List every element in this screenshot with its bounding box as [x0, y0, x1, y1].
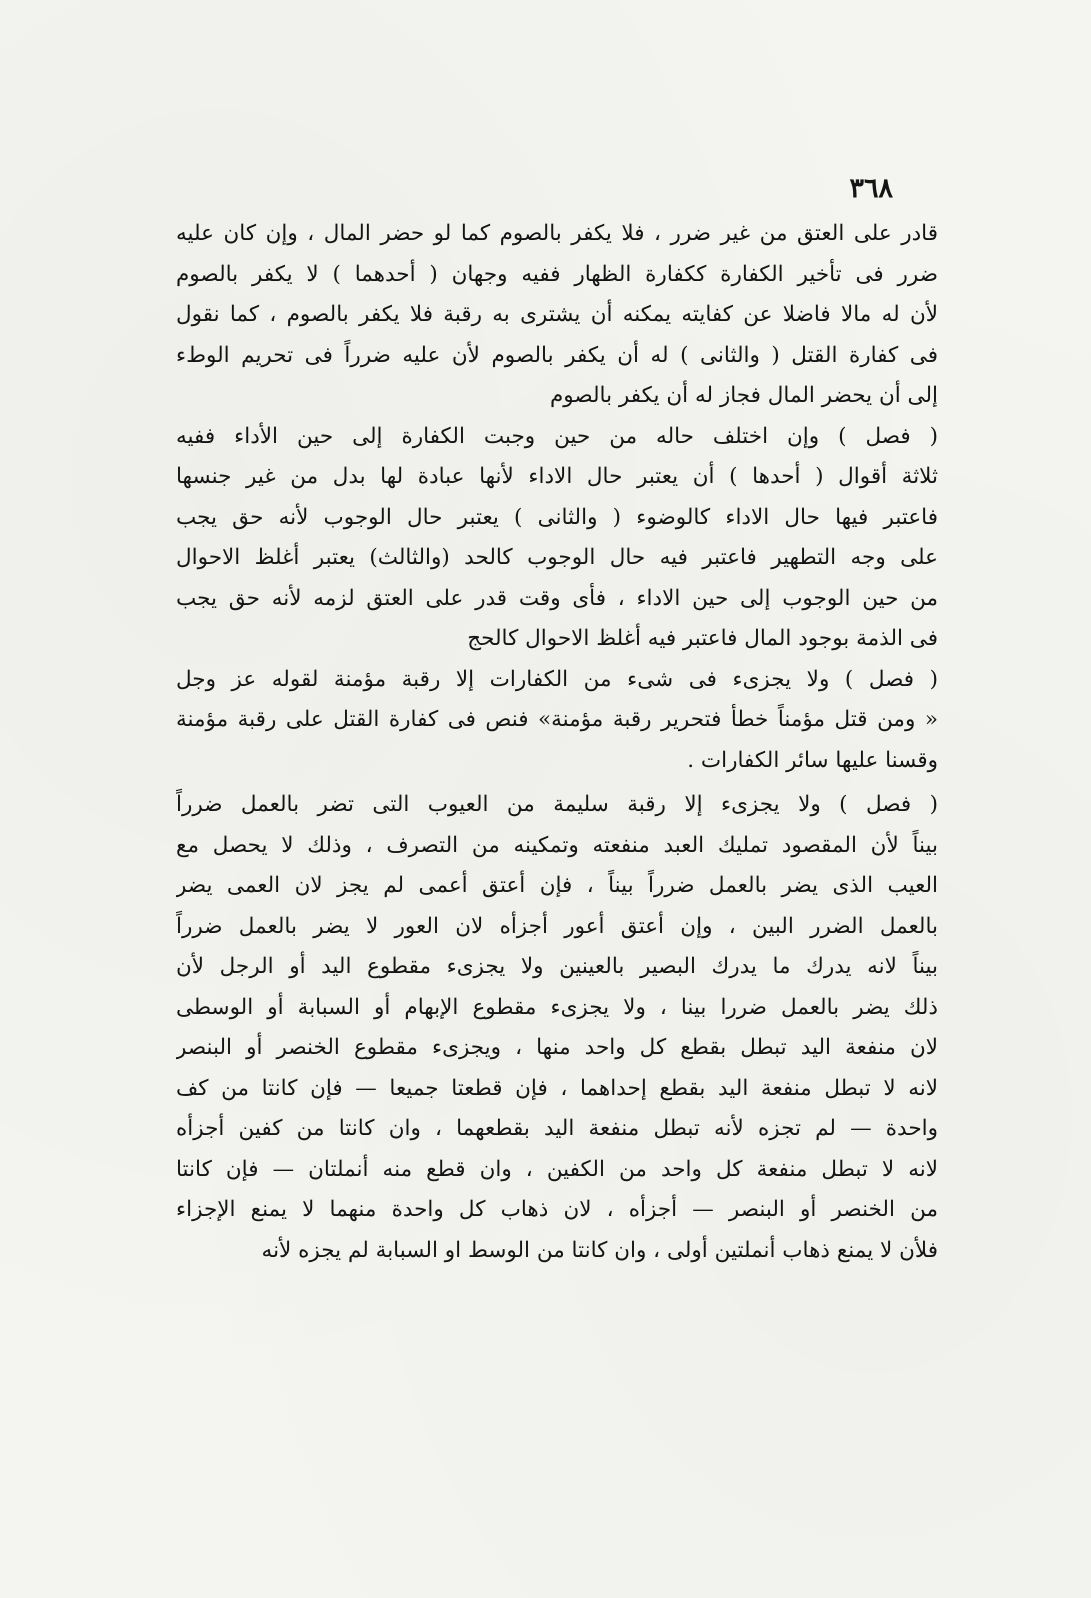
text-line: فى الذمة بوجود المال فاعتبر فيه أغلظ الاحوال كالحج [467, 626, 938, 651]
text-line: لان منفعة اليد تبطل بقطع كل واحد منها ، ويجزىء مقطوع الخنصر أو البنصر [176, 1035, 938, 1060]
text-line: ثلاثة أقوال ( أحدها ) أن يعتبر حال الاداء لأنها عبادة لها بدل من غير جنسها [176, 464, 938, 489]
text-line: وقسنا عليها سائر الكفارات . [687, 747, 938, 773]
text-line: من الخنصر أو البنصر — أجزأه ، لان ذهاب كل واحدة منهما لا يمنع الإجزاء [176, 1197, 938, 1222]
text-line: « ومن قتل مؤمناً خطأ فتحرير رقبة مؤمنة» فنص فى كفارة القتل على رقبة مؤمنة [176, 707, 938, 732]
text-line: واحدة — لم تجزه لأنه تبطل منفعة اليد بقطعهما ، وان كانتا من كفين أجزأه [176, 1116, 938, 1141]
text-line: فى كفارة القتل ( والثانى ) له أن يكفر بالصوم لأن عليه ضرراً فى تحريم الوطء [176, 342, 938, 368]
text-line: لانه لا تبطل منفعة اليد بقطع إحداهما ، فإن قطعتا جميعا — فإن كانتا من كف [176, 1075, 938, 1101]
text-line: من حين الوجوب إلى حين الاداء ، فأى وقت قدر على العتق لزمه لأنه حق يجب [176, 585, 938, 611]
text-line: بيناً لأن المقصود تمليك العبد منفعته وتمكينه من التصرف ، وذلك لا يحصل مع [176, 832, 938, 858]
text-line: ( فصل ) ولا يجزىء فى شىء من الكفارات إلا رقبة مؤمنة لقوله عز وجل [176, 666, 938, 692]
text-line: لأن له مالا فاضلا عن كفايته يمكنه أن يشترى به رقبة فلا يكفر بالصوم ، كما نقول [176, 302, 938, 327]
text-line: فاعتبر فيها حال الاداء كالوضوء ( والثانى ) يعتبر حال الوجوب لأنه حق يجب [176, 504, 938, 530]
paragraph [176, 214, 938, 417]
text-line: قادر على العتق من غير ضرر ، فلا يكفر بالصوم كما لو حضر المال ، وإن كان عليه [176, 221, 938, 246]
page-number: ٣٦٨ [849, 173, 893, 204]
text-line: بالعمل الضرر البين ، وإن أعتق أعور أجزأه لان العور لا يضر بالعمل ضرراً [176, 913, 938, 939]
paragraph [176, 660, 938, 782]
text-line: لانه لا تبطل منفعة كل واحد من الكفين ، وان قطع منه أنملتان — فإن كانتا [176, 1156, 938, 1182]
text-line: بيناً لانه يدرك ما يدرك البصير بالعينين ولا يجزىء مقطوع اليد أو الرجل لأن [176, 954, 938, 979]
text-line: ( فصل ) ولا يجزىء إلا رقبة سليمة من العيوب التى تضر بالعمل ضرراً [176, 792, 938, 817]
text-line: إلى أن يحضر المال فجاز له أن يكفر بالصوم [549, 383, 938, 408]
text-line: العيب الذى يضر بالعمل ضرراً بيناً ، فإن أعتق أعمى لم يجز لان العمى يضر [176, 873, 938, 898]
text-line: فلأن لا يمنع ذهاب أنملتين أولى ، وان كانتا من الوسط او السبابة لم يجزه لأنه [261, 1237, 938, 1263]
text-line: ضرر فى تأخير الكفارة ككفارة الظهار ففيه وجهان ( أحدهما ) لا يكفر بالصوم [176, 261, 938, 287]
text-line: ( فصل ) وإن اختلف حاله من حين وجبت الكفارة إلى حين الأداء ففيه [176, 423, 938, 449]
paragraph [176, 785, 938, 1271]
body-text [176, 214, 938, 1271]
text-line: ذلك يضر بالعمل ضررا بينا ، ولا يجزىء مقطوع الإبهام أو السبابة أو الوسطى [176, 994, 938, 1020]
paragraph [176, 417, 938, 660]
text-line: على وجه التطهير فاعتبر فيه حال الوجوب كالحد (والثالث) يعتبر أغلظ الاحوال [176, 545, 938, 570]
